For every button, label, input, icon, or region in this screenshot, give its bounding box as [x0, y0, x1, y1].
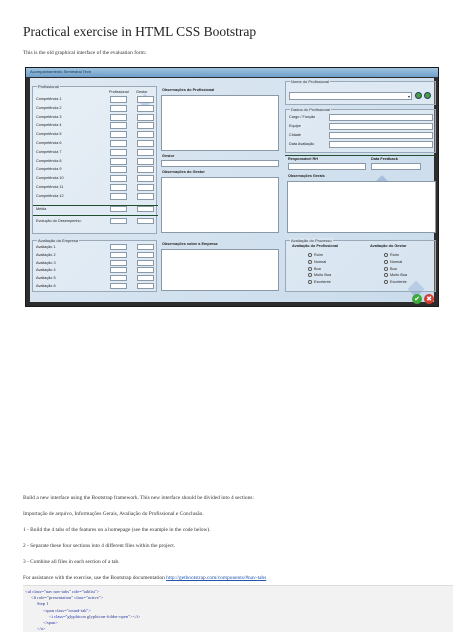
avaliacao-empresa-profissional-field[interactable]	[110, 260, 127, 266]
avaliacao-empresa-gestor-field[interactable]	[137, 260, 154, 266]
avaliacao-empresa-gestor-field[interactable]	[137, 275, 154, 281]
avaliacao-empresa-label: Avaliação 6	[36, 284, 56, 288]
radio-gestor-label: Excelente	[390, 280, 407, 285]
competencia-profissional-field[interactable]	[110, 114, 127, 121]
avaliacao-processo-group	[285, 240, 436, 292]
radio-profissional[interactable]	[308, 273, 312, 277]
evolucao-gestor-field[interactable]	[137, 218, 154, 224]
media-gestor-field[interactable]	[137, 206, 154, 212]
competencia-gestor-field[interactable]	[137, 166, 154, 173]
competencia-gestor-field[interactable]	[137, 193, 154, 200]
avaliacao-profissional-header: Avaliação do Profissional	[292, 244, 339, 248]
radio-profissional[interactable]	[308, 253, 312, 257]
code-line: </span>	[43, 620, 58, 625]
instruction-paragraph: Importação de arquivo, Informações Gerais, Avaliação do Profissional e Conclusão.	[23, 511, 204, 517]
code-line: <span class="round-tab">	[43, 607, 91, 613]
competencia-label: Competência 4	[36, 123, 62, 128]
obs-gerais-label: Observações Gerais	[288, 174, 325, 178]
instruction-paragraph: 2 - Separate these four sections into 4 different files within the project.	[23, 543, 176, 549]
nome-profissional-select[interactable]	[289, 92, 412, 100]
column-header-gestor: Gestor	[136, 90, 148, 94]
bootstrap-docs-link[interactable]: http://getbootstrap.com/components/#nav-tabs	[166, 575, 267, 581]
radio-gestor[interactable]	[384, 253, 388, 257]
dados-field-input[interactable]	[329, 132, 433, 139]
avaliacao-empresa-gestor-field[interactable]	[137, 283, 154, 289]
dados-field-label: Data Avaliação	[289, 142, 315, 146]
competencia-gestor-field[interactable]	[137, 105, 154, 112]
cancel-button[interactable]	[424, 294, 434, 304]
group-legend: Avaliação da Empresa	[38, 238, 78, 243]
data-feedback-field[interactable]	[371, 163, 421, 170]
competencia-profissional-field[interactable]	[110, 184, 127, 191]
refresh-button[interactable]	[424, 92, 431, 99]
obs-gerais-textarea[interactable]	[287, 181, 436, 233]
obs-empresa-textarea[interactable]	[161, 249, 279, 291]
radio-profissional-label: Muito Boa	[314, 273, 332, 278]
competencia-gestor-field[interactable]	[137, 96, 154, 103]
competencia-label: Competência 11	[36, 185, 64, 189]
gestor-field[interactable]	[161, 160, 279, 167]
gestor-label: Gestor	[162, 154, 175, 158]
code-line: <li role="presentation" class="active">	[31, 595, 104, 601]
avaliacao-empresa-label: Avaliação 2	[36, 252, 56, 257]
obs-gestor-label: Observações do Gestor	[162, 170, 205, 174]
group-legend: Dados do Profissional	[291, 107, 330, 112]
avaliacao-empresa-profissional-field[interactable]	[110, 283, 127, 289]
competencia-profissional-field[interactable]	[110, 149, 127, 156]
avaliacao-empresa-profissional-field[interactable]	[110, 275, 127, 281]
competencia-profissional-field[interactable]	[110, 122, 127, 129]
code-line: </a>	[37, 626, 46, 632]
competencia-profissional-field[interactable]	[110, 158, 127, 165]
avaliacao-empresa-profissional-field[interactable]	[110, 267, 127, 273]
avaliacao-empresa-label: Avaliação 3	[36, 260, 56, 265]
group-legend: Avaliação do Processo	[291, 238, 332, 243]
ok-button[interactable]	[412, 294, 422, 304]
code-line: Step 1	[37, 601, 49, 607]
competencia-label: Competência 7	[36, 149, 62, 154]
avaliacao-empresa-profissional-field[interactable]	[110, 244, 127, 250]
evaluation-form-window	[25, 67, 439, 307]
competencia-gestor-field[interactable]	[137, 149, 154, 156]
avaliacao-empresa-label: Avaliação 5	[36, 276, 56, 281]
data-feedback-label: Data Feedback	[371, 157, 398, 161]
dados-field-label: Cidade	[289, 133, 302, 137]
dados-field-input[interactable]	[329, 141, 433, 148]
radio-profissional[interactable]	[308, 280, 312, 284]
avaliacao-empresa-gestor-field[interactable]	[137, 244, 154, 250]
competencia-gestor-field[interactable]	[137, 131, 154, 138]
radio-gestor[interactable]	[384, 280, 388, 284]
window-body	[30, 78, 434, 302]
doc-prefix: For assistance with the exercise, use the Bootstrap documentation	[23, 575, 165, 581]
profissional-group	[32, 86, 157, 234]
obs-profissional-label: Observações do Profissional	[162, 88, 215, 92]
dados-field-label: Equipe	[289, 124, 301, 128]
obs-profissional-textarea[interactable]	[161, 95, 279, 151]
competencia-gestor-field[interactable]	[137, 122, 154, 129]
check-icon: ✔	[414, 295, 420, 303]
avaliacao-empresa-label: Avaliação 4	[36, 268, 56, 273]
search-button[interactable]	[415, 92, 422, 99]
competencia-gestor-field[interactable]	[137, 184, 154, 191]
responsavel-rh-label: Responsável RH	[288, 157, 318, 161]
avaliacao-empresa-profissional-field[interactable]	[110, 252, 127, 258]
close-icon: ✖	[426, 295, 432, 303]
dados-field-input[interactable]	[329, 114, 433, 121]
column-header-profissional: Profissional	[109, 90, 129, 94]
code-line: <i class="glyphicon glyphicon-folder-open"></i>	[49, 613, 141, 619]
group-legend: Nome do Profissional	[291, 79, 330, 84]
group-legend: Profissional	[38, 84, 59, 89]
competencia-gestor-field[interactable]	[137, 114, 154, 121]
instruction-paragraph: 3 - Combine all files in each section of a tab.	[23, 559, 120, 565]
radio-profissional[interactable]	[308, 260, 312, 264]
competencia-label: Competência 12	[36, 193, 64, 198]
competencia-profissional-field[interactable]	[110, 105, 127, 112]
competencia-profissional-field[interactable]	[110, 166, 127, 173]
radio-profissional-label: Excelente	[314, 280, 331, 285]
competencia-label: Competência 6	[36, 141, 62, 145]
radio-profissional[interactable]	[308, 267, 312, 271]
evolucao-label: Evolução do Desempenho:	[36, 219, 82, 223]
radio-gestor-label: Normal	[390, 259, 403, 264]
chevron-down-icon: ▾	[407, 94, 410, 99]
intro-text: This is the old graphical interface of the evaluation form:	[23, 50, 147, 56]
competencia-label: Competência 9	[36, 167, 62, 172]
code-block	[23, 585, 453, 632]
code-line: <ul class="nav nav-tabs" role="tablist">	[25, 589, 100, 594]
window-titlebar	[26, 68, 438, 77]
radio-profissional-label: Ruim	[314, 253, 323, 257]
instruction-paragraph: 1 - Build the 4 tabs of the features on a homepage (see the example in the code below).	[23, 527, 211, 533]
media-label: Média	[36, 207, 47, 211]
avaliacao-empresa-group	[32, 240, 157, 292]
competencia-gestor-field[interactable]	[137, 140, 154, 147]
window-title: Acompanhamento Semestral Tech	[30, 69, 92, 74]
avaliacao-empresa-label: Avaliação 1	[36, 245, 56, 249]
avaliacao-empresa-gestor-field[interactable]	[137, 252, 154, 258]
responsavel-rh-field[interactable]	[288, 163, 366, 170]
competencia-profissional-field[interactable]	[110, 193, 127, 200]
instruction-paragraph: Build a new interface using the Bootstrap framework. This new interface should be divided into 4 sections:	[23, 495, 254, 501]
competencia-profissional-field[interactable]	[110, 175, 127, 182]
competencia-profissional-field[interactable]	[110, 96, 127, 103]
media-profissional-field[interactable]	[110, 206, 127, 212]
dados-profissional-group	[285, 109, 436, 153]
radio-profissional-label: Boa	[314, 266, 321, 271]
avaliacao-gestor-header: Avaliação do Gestor	[370, 244, 407, 248]
dados-field-input[interactable]	[329, 123, 433, 130]
radio-gestor-label: Boa	[390, 266, 397, 271]
competencia-label: Competência 8	[36, 158, 62, 163]
competencia-label: Competência 1	[36, 97, 62, 101]
competencia-label: Competência 10	[36, 176, 64, 181]
divider	[285, 155, 436, 156]
radio-gestor-label: Muito Boa	[390, 273, 408, 278]
competencia-profissional-field[interactable]	[110, 131, 127, 138]
competencia-gestor-field[interactable]	[137, 175, 154, 182]
obs-gestor-textarea[interactable]	[161, 177, 279, 233]
avaliacao-empresa-gestor-field[interactable]	[137, 267, 154, 273]
evolucao-profissional-field[interactable]	[110, 218, 127, 224]
radio-gestor[interactable]	[384, 260, 388, 264]
instruction-paragraph	[23, 575, 266, 581]
competencia-gestor-field[interactable]	[137, 158, 154, 165]
divider	[33, 215, 158, 216]
competencia-profissional-field[interactable]	[110, 140, 127, 147]
obs-empresa-label: Observações sobre a Empresa	[162, 242, 218, 246]
competencia-label: Competência 5	[36, 132, 62, 137]
radio-gestor[interactable]	[384, 267, 388, 271]
radio-gestor-label: Ruim	[390, 253, 399, 257]
page-title: Practical exercise in HTML CSS Bootstrap	[23, 24, 257, 39]
radio-profissional-label: Normal	[314, 259, 327, 264]
competencia-label: Competência 3	[36, 114, 62, 119]
radio-gestor[interactable]	[384, 273, 388, 277]
dados-field-label: Cargo / Função	[289, 115, 316, 119]
nome-profissional-group	[285, 81, 436, 105]
competencia-label: Competência 2	[36, 105, 62, 110]
